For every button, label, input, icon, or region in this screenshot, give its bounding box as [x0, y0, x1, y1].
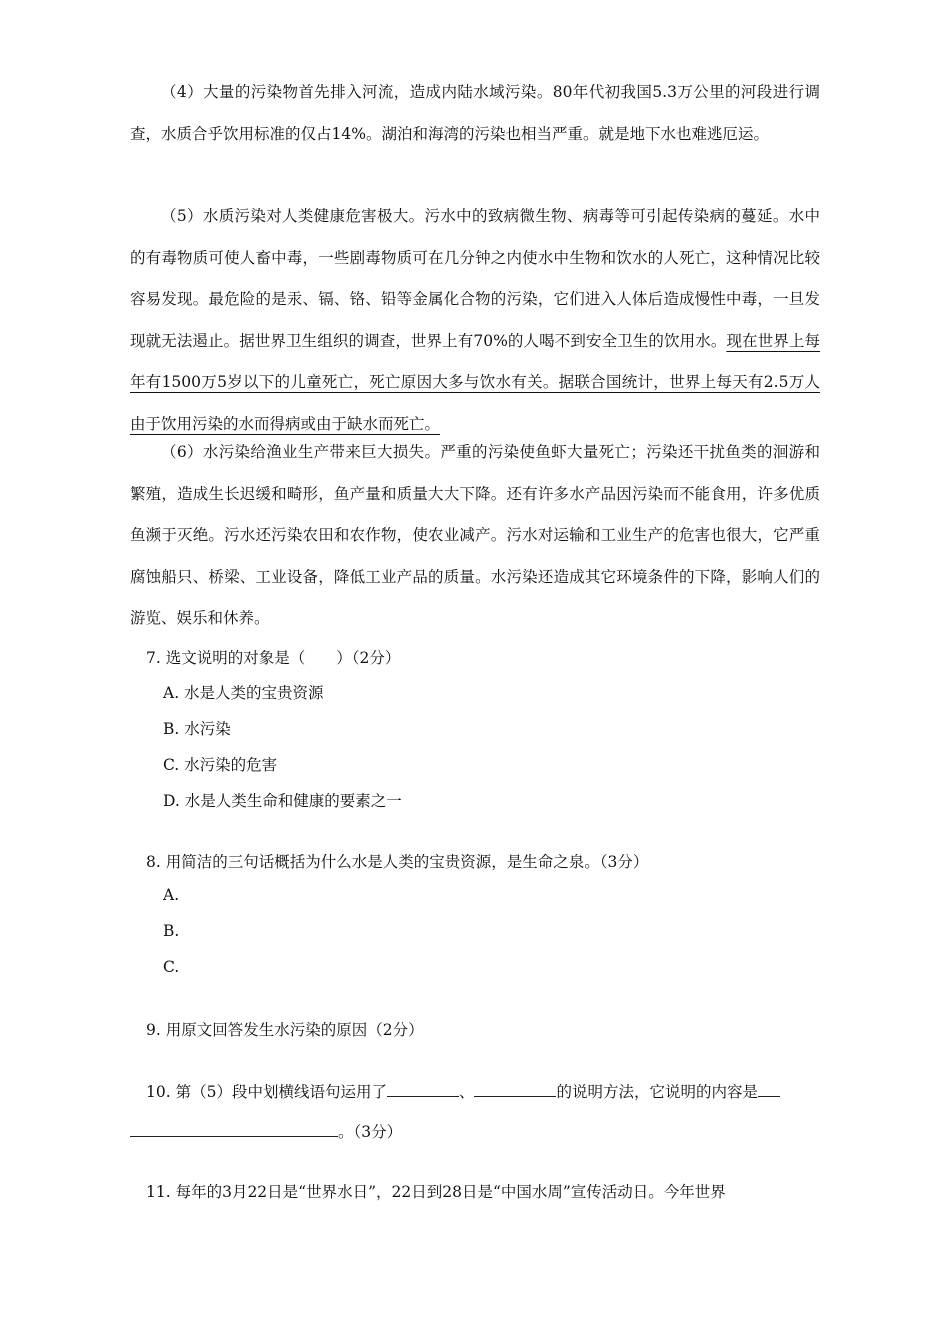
paragraph-4: （4）大量的污染物首先排入河流，造成内陆水域污染。80年代初我国5.3万公里的河段进行调查，水质合乎饮用标准的仅占14%。湖泊和海湾的污染也相当严重。就是地下水也难逃厄运。	[130, 83, 820, 143]
question-8-stem: 8. 用简洁的三句话概括为什么水是人类的宝贵资源，是生命之泉。（3分）	[146, 853, 649, 871]
question-8-answer-c[interactable]: C.	[163, 958, 180, 976]
question-11-stem: 11. 每年的3月22日是“世界水日”，22日到28日是“中国水周”宣传活动日。今年世界	[146, 1183, 726, 1201]
question-7-option-d[interactable]: D. 水是人类生命和健康的要素之一	[163, 792, 402, 810]
question-10-text-middle: 的说明方法，它说明的内容是	[556, 1083, 758, 1101]
question-9-stem: 9. 用原文回答发生水污染的原因（2分）	[146, 1021, 424, 1039]
blank-method-1[interactable]	[387, 1082, 459, 1097]
question-7-stem: 7. 选文说明的对象是（ ）（2分）	[146, 649, 401, 667]
question-10-text-start: 10. 第（5）段中划横线语句运用了	[146, 1083, 387, 1101]
question-7-option-a[interactable]: A. 水是人类的宝贵资源	[163, 684, 324, 702]
blank-content-start[interactable]	[758, 1082, 780, 1097]
question-7-option-b[interactable]: B. 水污染	[163, 720, 231, 738]
question-10-text-end: 。（3分）	[338, 1123, 403, 1141]
paragraph-5-underlined-sentence: 现在世界上每年有1500万5岁以下的儿童死亡，死亡原因大多与饮水有关。据联合国统计，世界上每天有2.5万人由于饮用污染的水而得病或由于缺水而死亡。	[130, 331, 820, 433]
paragraph-5	[130, 196, 820, 445]
paragraph-5-text: （5）水质污染对人类健康危害极大。污水中的致病微生物、病毒等可引起传染病的蔓延。水中的有毒物质可使人畜中毒，一些剧毒物质可在几分钟之内使水中生物和饮水的人死亡，这种情况比较容易发现。最危险的是汞、镉、铬、铅等金属化合物的污染，它们进入人体后造成慢性中毒，一旦发现就无法遏止。据世界卫生组织的调查，世界上有70%的人喝不到安全卫生的饮用水。	[130, 207, 820, 350]
question-10-line-1	[146, 1080, 780, 1102]
blank-content[interactable]	[130, 1122, 338, 1137]
question-7-option-c[interactable]: C. 水污染的危害	[163, 756, 278, 774]
question-8-answer-a[interactable]: A.	[163, 886, 180, 904]
question-10-line-2	[130, 1120, 402, 1142]
question-10-separator: 、	[458, 1083, 475, 1101]
blank-method-2[interactable]	[474, 1082, 556, 1097]
paragraph-6: （6）水污染给渔业生产带来巨大损失。严重的污染使鱼虾大量死亡；污染还干扰鱼类的洄游和繁殖，造成生长迟缓和畸形，鱼产量和质量大大下降。还有许多水产品因污染而不能食用，许多优质鱼濒于灭绝。污水还污染农田和农作物，使农业减产。污水对运输和工业生产的危害也很大，它严重腐蚀船只、桥梁、工业设备，降低工业产品的质量。水污染还造成其它环境条件的下降，影响人们的游览、娱乐和休养。	[130, 443, 820, 627]
question-8-answer-b[interactable]: B.	[163, 922, 180, 940]
